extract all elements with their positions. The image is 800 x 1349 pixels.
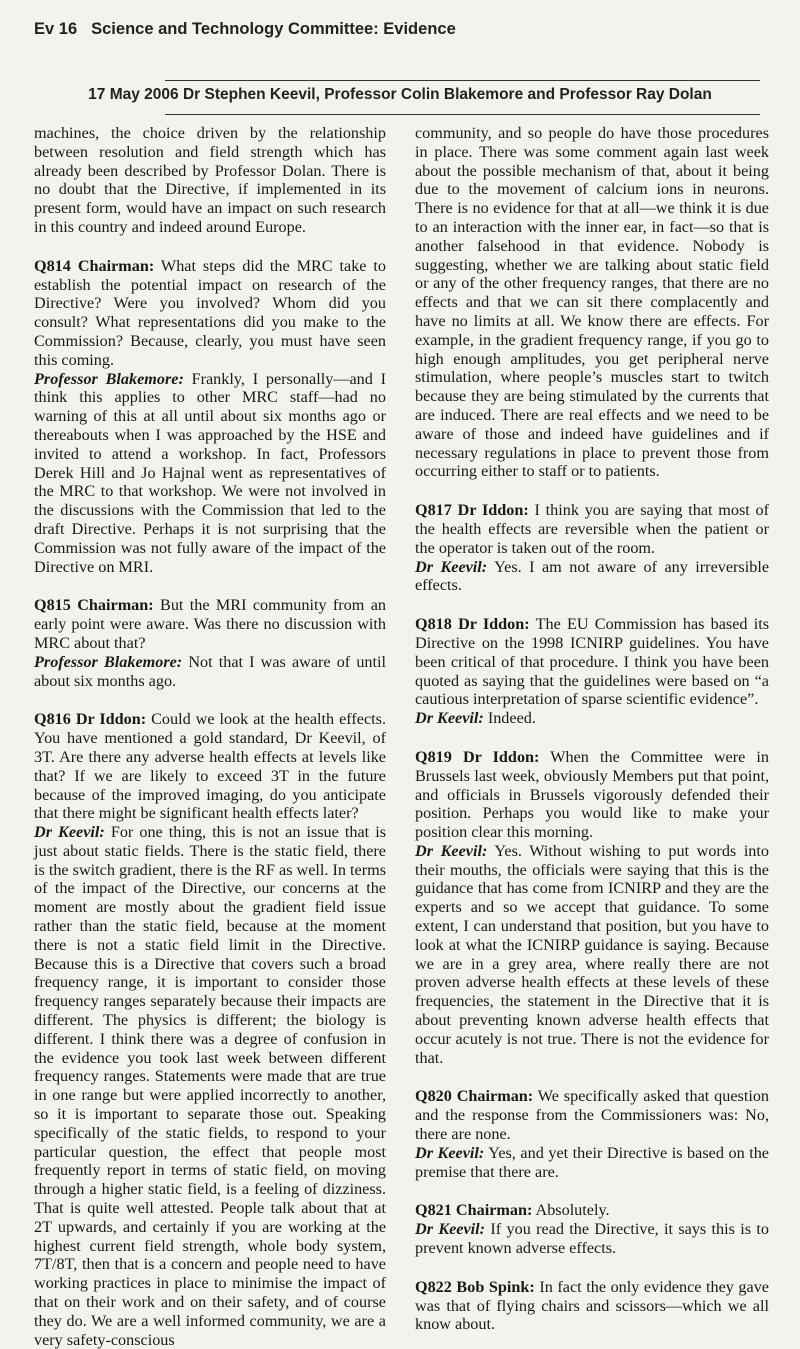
- speaker-label: Q822 Bob Spink:: [415, 1277, 535, 1296]
- paragraph: [415, 709, 769, 728]
- speaker-label: Q821 Chairman:: [415, 1201, 533, 1220]
- paragraph: [34, 257, 386, 370]
- paragraph: [415, 1201, 769, 1220]
- paragraph-text: I think you are saying that most of the health effects are reversible when the patient or the operator is taken out of the room.: [415, 501, 770, 557]
- paragraph-text: Yes. I am not aware of any irreversible effects.: [415, 557, 769, 595]
- paragraph-text: We specifically asked that question and the response from the Commissioners was: No, there are none.: [415, 1087, 770, 1144]
- paragraph: [415, 1278, 769, 1334]
- paragraph-text: Yes. Without wishing to put words into their mouths, the officials were saying that this is the guidance that has come from ICNIRP and they are the experts and so we accept that guidance. To some extent, I can understand that position, but you have to look at what the ICNIRP guidance is saying. Because we are in a grey area, where really there are not proven adverse health effects at these levels of these frequencies, the statement in the Directive that it is about preventing known adverse health effects that occur acutely is not true. There is not the evidence for that.: [415, 841, 769, 1067]
- paragraph-text: Yes, and yet their Directive is based on the premise that there are.: [415, 1143, 769, 1181]
- paragraph-text: Absolutely.: [532, 1201, 610, 1220]
- publication-title: Science and Technology Committee: Evidence: [91, 20, 456, 38]
- page-number: Ev 16: [34, 20, 78, 38]
- speaker-label: Dr Keevil:: [415, 709, 484, 728]
- paragraph-text: community, and so people do have those procedures in place. There was some comment again last week about the possible mechanism of that, about it being due to the movement of calcium ions in neurons. There is no evidence for that at all—we think it is due to an interaction with the inner ear, in fact—so that is another falsehood in that evidence. Nobody is suggesting, whether we are talking about static field or any of the other frequency ranges, that there are no effects and that we can sit there complacently and have no limits at all. We know there are effects. For example, in the gradient frequency range, if you go to high enough amplitudes, you get peripheral nerve stimulation, where people’s muscles start to twitch because they are being stimulated by the currents that are induced. There are real effects and we need to be aware of those and indeed have guidelines and if necessary regulations in place to prevent those from occurring either to staff or to patients.: [415, 124, 769, 481]
- speaker-label: Q814 Chairman:: [34, 256, 155, 275]
- paragraph: [415, 501, 769, 557]
- paragraph: [34, 370, 386, 577]
- paragraph-text: In fact the only evidence they gave was that of flying chairs and scissors—which we all know about.: [415, 1277, 769, 1334]
- speaker-label: Q819 Dr Iddon:: [415, 747, 540, 766]
- speaker-label: Professor Blakemore:: [34, 652, 183, 671]
- speaker-label: Dr Keevil:: [415, 841, 488, 860]
- paragraph: [415, 748, 769, 842]
- speaker-label: Q818 Dr Iddon:: [415, 615, 530, 634]
- paragraph-text: But the MRI community from an early point were aware. Was there no discussion with MRC about that?: [34, 596, 387, 652]
- paragraph-text: If you read the Directive, it says this is to prevent known adverse effects.: [415, 1220, 769, 1258]
- running-head: [34, 20, 456, 39]
- speaker-label: Q817 Dr Iddon:: [415, 501, 529, 520]
- speaker-label: Professor Blakemore:: [34, 369, 184, 388]
- paragraph-text: For one thing, this is not an issue that is just about static fields. There is the static field, there is the switch gradient, there is the RF as well. In terms of the impact of the Directive, our concerns at the moment are mostly about the gradient field issue rather than the static field, because at the moment there is not a static field limit in the Directive. Because this is a Directive that covers such a broad frequency range, it is important to consider those frequency ranges separately because their impacts are different. The physics is different; the biology is different. I think there was a degree of confusion in the evidence you took last week between different frequency ranges. Statements were made that are true in one range but were applied incorrectly to another, so it is important to separate those out. Speaking specifically of the static fields, to respond to your particular question, the effect that people most frequently report in terms of static field, on moving through a higher static field, is a feeling of dizziness. That is quite well attested. People talk about that at 2T upwards, and certainly if you are working at the highest current field strength, whole body system, 7T/8T, then that is a concern and people need to have working practices in place to minimise the impact of that on their work and on their safety, and of course they do. We are a well informed community, we are a very safety-conscious: [34, 823, 387, 1349]
- paragraph-text: When the Committee were in Brussels last week, obviously Members put that point, and officials in Brussels vigorously defended their position. Perhaps you would like to make your position clear this morning.: [415, 747, 769, 842]
- speaker-label: Dr Keevil:: [415, 557, 488, 576]
- paragraph-text: Indeed.: [483, 709, 536, 728]
- right-column: [415, 124, 769, 1334]
- paragraph-text: Could we look at the health effects. You have mentioned a gold standard, Dr Keevil, of 3T. Are there any adverse health effects at levels like that? If we are likely to exceed 3T in the future because of the improved imaging, do you anticipate that there might be significant health effects later?: [34, 710, 386, 823]
- paragraph: [34, 823, 386, 1349]
- speaker-label: Q820 Chairman:: [415, 1087, 534, 1106]
- paragraph: [415, 1144, 769, 1182]
- paragraph-text: Frankly, I personally—and I think this applies to other MRC staff—had no warning of this at all until about six months ago or thereabouts when I was approached by the HSE and invited to attend a workshop. In fact, Professors Derek Hill and Jo Hajnal went as representatives of the MRC to that workshop. We were not involved in the discussions with the Commission that led to the draft Directive. Perhaps it is not surprising that the Commission was not fully aware of the impact of the Directive on MRI.: [34, 369, 387, 576]
- speaker-label: Dr Keevil:: [34, 823, 105, 842]
- paragraph-text: Not that I was aware of until about six months ago.: [34, 652, 386, 690]
- paragraph: [415, 1220, 769, 1258]
- paragraph: [415, 842, 769, 1068]
- paragraph-text: The EU Commission has based its Directive on the 1998 ICNIRP guidelines. You have been critical of that procedure. I think you have been quoted as saying that the guidelines were based on “a cautious interpretation of sparse scientific evidence”.: [415, 615, 770, 709]
- paragraph: [415, 124, 769, 481]
- paragraph: [34, 596, 386, 652]
- paragraph: [415, 1087, 769, 1143]
- session-line: 17 May 2006 Dr Stephen Keevil, Professor Colin Blakemore and Professor Ray Dolan: [88, 86, 712, 103]
- speaker-label: Q815 Chairman:: [34, 596, 154, 615]
- paragraph: [34, 124, 386, 237]
- paragraph: [34, 710, 386, 823]
- paragraph: [415, 558, 769, 596]
- top-rule: [165, 80, 760, 81]
- bottom-rule: [165, 114, 760, 115]
- speaker-label: Dr Keevil:: [415, 1220, 486, 1239]
- paragraph: [415, 615, 769, 709]
- paragraph: [34, 653, 386, 691]
- speaker-label: Dr Keevil:: [415, 1143, 485, 1162]
- paragraph-text: machines, the choice driven by the relationship between resolution and field strength which has already been described by Professor Dolan. There is no doubt that the Directive, if implemented in its present form, would have an impact on such research in this country and indeed around Europe.: [34, 124, 386, 236]
- left-column: [34, 124, 386, 1349]
- speaker-label: Q816 Dr Iddon:: [34, 710, 147, 729]
- paragraph-text: What steps did the MRC take to establish the potential impact on research of the Directive? Were you involved? Whom did you consult? What representations did you make to the Commission? Because, clearly, you must have seen this coming.: [34, 256, 387, 369]
